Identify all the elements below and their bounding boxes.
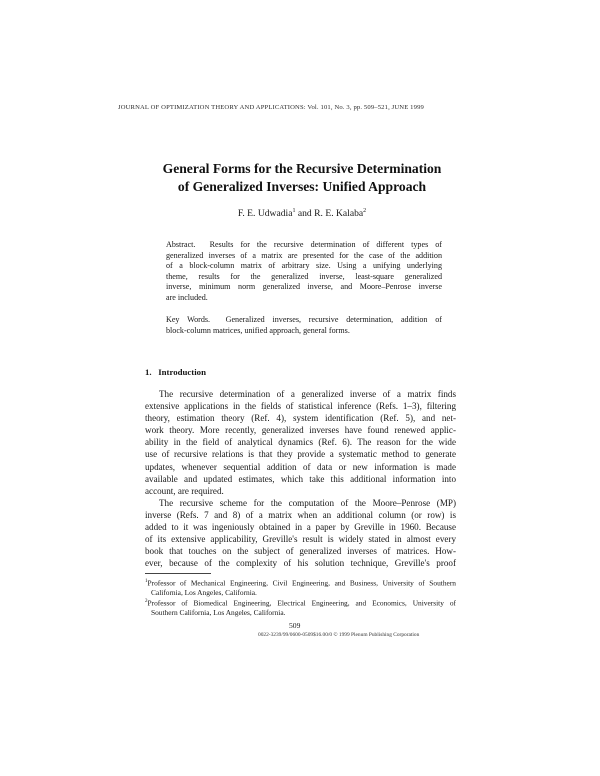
footnote-line: $^2$Professor of Biomedical Engineering, Electrical Engineering, and Economics, University of: [145, 598, 456, 608]
abstract-line: generalized inverses of a matrix are presented for the case of the addition: [166, 250, 442, 260]
abstract-line: are included.: [166, 292, 208, 302]
abstract-line: inverse, minimum norm generalized inverse, and Moore–Penrose inverse: [166, 282, 442, 292]
paper-title: [150, 160, 454, 196]
key-words: [166, 315, 442, 336]
introduction-text: [145, 388, 456, 569]
footnote-mark: 1: [145, 579, 148, 584]
abstract: [166, 240, 442, 304]
body-line: work theory. More recently, generalized inverses have found renewed applic-: [145, 425, 456, 436]
running-head: JOURNAL OF OPTIMIZATION THEORY AND APPLICATIONS: Vol. 101, No. 3, pp. 509–521, JUNE 1999: [118, 104, 424, 111]
footnote-mark: 2: [145, 599, 148, 605]
keywords-label: Key Words.: [166, 315, 211, 324]
title-line-2: of Generalized Inverses: Unified Approach: [177, 179, 427, 194]
footnotes: [145, 577, 456, 618]
section-title: Introduction: [158, 367, 206, 377]
body-line: added to it was ingeniously obtained in a paper by Greville in 1960. Because: [145, 522, 456, 533]
body-line: of its extensive applicability, Greville's result is widely stated in almost every: [145, 534, 456, 545]
body-line: The recursive scheme for the computation of the Moore–Penrose (MP): [159, 497, 456, 508]
abstract-line: of a block-column matrix of arbitrary size. Using a unifying underlying: [166, 261, 442, 271]
footnote-mark-1: 1: [292, 208, 296, 214]
body-line: account, are required.: [145, 485, 224, 496]
body-line: use of recursive relations is that they provide a systematic method to generate: [145, 449, 456, 460]
section-number: 1.: [145, 367, 152, 377]
footnote-line: California, Los Angeles, California.: [151, 587, 257, 597]
page-number: 509: [289, 621, 301, 630]
section-heading: [145, 367, 206, 377]
abstract-line: theme, results for the generalized inverse, least-square generalized: [166, 271, 442, 281]
author-byline: [150, 208, 454, 219]
body-line: book that touches on the subject of generalized inverses of matrices. How-: [145, 546, 456, 557]
body-line: The recursive determination of a generalized inverse of a matrix finds: [159, 389, 456, 399]
footnote-line: $^1$Professor of Mechanical Engineering, Civil Engineering, and Business, University of Southern: [145, 578, 456, 588]
footnote-line: Southern California, Los Angeles, California.: [151, 608, 286, 618]
body-line: available and updated estimates, which take this additional information into: [145, 473, 456, 484]
body-line: updates, whenever sequential addition of data or new information is made: [145, 461, 456, 472]
author-conjunction: and: [297, 208, 312, 220]
body-line: ability in the field of analytical dynamics (Ref. 6). The reason for the wide: [145, 437, 456, 448]
keywords-line: Key Words. Generalized inverses, recursive determination, addition of: [166, 315, 442, 324]
footnote-mark-2: 2: [363, 208, 367, 214]
body-line: theory, estimation theory (Ref. 4), system identification (Ref. 5), and net-: [145, 413, 456, 424]
keywords-line: block-column matrices, unified approach, general forms.: [166, 325, 350, 335]
body-line: extensive applications in the fields of statistical inference (Refs. 1–3), filtering: [145, 401, 456, 412]
abstract-line: Abstract. Results for the recursive determination of different types of: [166, 240, 443, 249]
body-line: inverse (Refs. 7 and 8) of a matrix when an additional column (or row) is: [145, 509, 456, 520]
copyright-line: 0022-3239/99/0600-0509$16.00/0 © 1999 Plenum Publishing Corporation: [258, 632, 420, 638]
footnote-rule: [145, 573, 211, 574]
body-line: ever, because of the complexity of his solution technique, Greville's proof: [145, 558, 456, 569]
abstract-label: Abstract.: [166, 240, 196, 249]
author-1: F. E. Udwadia: [237, 208, 293, 220]
author-2: R. E. Kalaba: [314, 208, 364, 220]
title-line-1: General Forms for the Recursive Determination: [162, 161, 442, 176]
